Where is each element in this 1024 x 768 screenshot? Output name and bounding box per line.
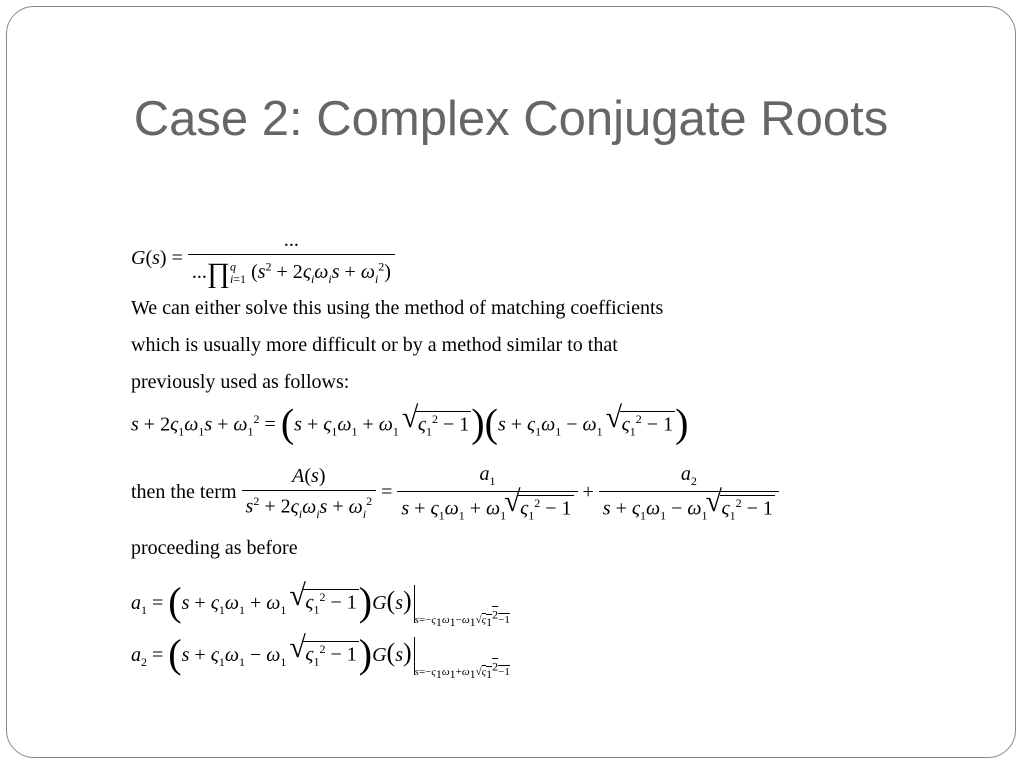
equation-partial-fractions: then the term $\frac{A(s)}{s^2 + 2\varsigma_i\omega_is + \omega_i^2}$ = $\frac{a_1}{s + \varsigma_1\omega_1 + \omega_1√ \varsigma_1^2 - 1}$ + $\frac{a_2}{s + \varsigma_1\omega_1 - \omega_1√ \varsigma_1^2 - 1}$ — [131, 463, 779, 524]
body-line-3: previously used as follows: — [131, 371, 350, 393]
slide-title: Case 2: Complex Conjugate Roots — [133, 92, 889, 146]
body-line-2: which is usually more difficult or by a method similar to that — [131, 334, 618, 356]
body-line-1: We can either solve this using the method of matching coefficients — [131, 297, 664, 319]
equation-gs: G(s) = $\frac{...}{...\prod^q_{i=1} (s^2 + 2\varsigma_i\omega_is + \omega_i^2)}$ — [131, 229, 395, 290]
equation-factorization: $s + 2\varsigma_1\omega_1s + \omega_1^2 = (s + \varsigma_1\omega_1 + \omega_1$ √ $\varsigma_1^2 - 1)(s + \varsigma_1\omega_1 - \omega_1$ √ $\varsigma_1^2 - 1$) — [131, 411, 688, 440]
slide — [6, 6, 1016, 758]
equation-a2: $a_2 = (s + \varsigma_1\omega_1 - \omega_1$ √ $\varsigma_1^2 - 1)G(s)_{s=-\varsigma_1\omega_1+\omega_1√\varsigma_1^2-1}$ — [131, 637, 510, 682]
equation-a1: $a_1 = (s + \varsigma_1\omega_1 + \omega_1$ √ $\varsigma_1^2 - 1)G(s)_{s=-\varsigma_1\omega_1-\omega_1√\varsigma_1^2-1}$ — [131, 585, 510, 630]
body-line-proceeding: proceeding as before — [131, 537, 298, 559]
then-term-label: then the term — [131, 480, 237, 503]
